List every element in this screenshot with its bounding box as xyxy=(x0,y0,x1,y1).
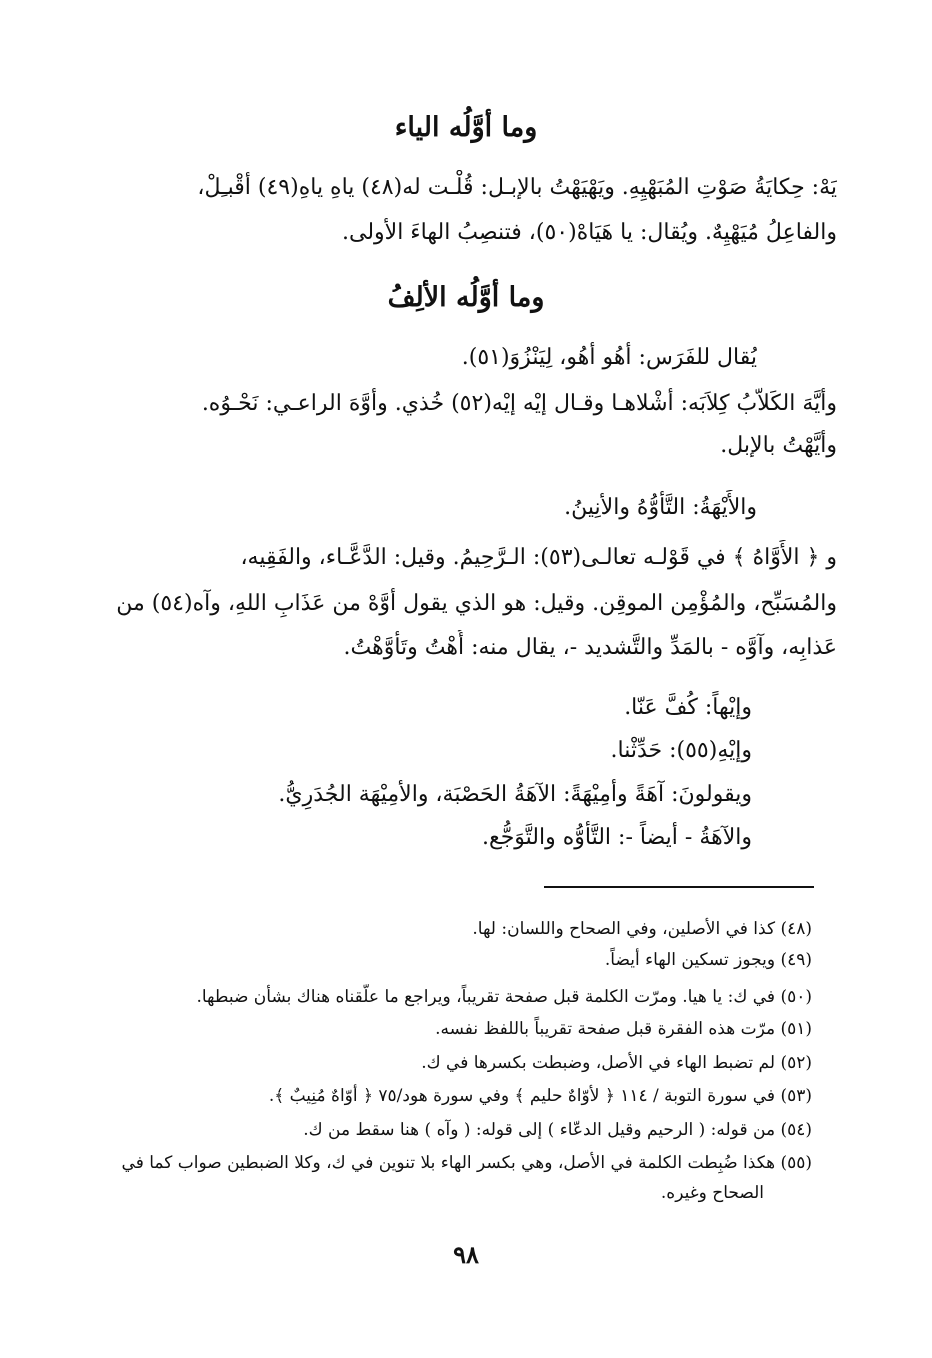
text-line: والآهَةُ - أيضاً -: التَّأوُّه والتَّوَجُّع. xyxy=(482,825,752,850)
footnote: (٤٩) ويجوز تسكين الهاء أيضاً. xyxy=(604,950,812,970)
page-number: ٩٨ xyxy=(453,1240,479,1269)
footnote: (٥٥) هكذا ضُبِطت الكلمة في الأصل، وهي بكسر الهاء بلا تنوين في ك، وكلا الضبطين صواب كما في xyxy=(121,1153,812,1173)
footnote: (٥١) مرّت هذه الفقرة قبل صفحة تقريباً باللفظ نفسه. xyxy=(435,1019,812,1039)
section-heading-alif: وما أوَّلُه الألِفُ xyxy=(387,282,545,313)
text-line: ويقولونَ: آهَةً وأمِيْهَةً: الآهَةُ الحَصْبَة، والأمِيْهَة الجُدَرِيُّ. xyxy=(278,782,752,807)
text-line: عَذابِه، وآوَّه - بالمَدِّ والتَّشديد -، يقال منه: أُهْتُ وتَأوَّهْتُ. xyxy=(343,635,837,660)
footnote: (٤٨) كذا في الأصلين، وفي الصحاح واللسان: لها. xyxy=(472,919,812,939)
text-line: وإيْهاً: كُفَّ عَنّا. xyxy=(624,695,752,720)
footnote: (٥٠) في ك: يا هيا. ومرّت الكلمة قبل صفحة تقريباً، ويراجع ما علّقناه هناك بشأن ضبطها. xyxy=(196,987,812,1007)
text-line: والأَيْهَةُ: التَّأوُّهُ والأنِينُ. xyxy=(564,495,757,520)
footnote-divider xyxy=(544,886,814,888)
section-heading-ya: وما أوَّلُه الياء xyxy=(394,112,538,143)
footnote-continuation: الصحاح وغيره. xyxy=(660,1183,764,1203)
text-line: وإيْهِ(٥٥): حَدِّثْنا. xyxy=(610,738,752,763)
text-line: يُقال للفَرَس: أهُو أهُو، لِيَنْزُوَ(٥١). xyxy=(461,345,757,370)
text-line: يَهْ: حِكايَةُ صَوْتِ المُبَهْيِهِ. ويَهْيَهْتُ بالإبـل: قُلْـت له(٤٨) ياهِ ياهِ(٤٩) أقْبـِلْ، xyxy=(197,175,837,200)
text-line: والمُسَبِّح، والمُؤْمِن الموقِن. وقيل: هو الذي يقول أوَّهْ من عَذَابِ اللهِ، وآه(٥٤) من xyxy=(116,591,837,616)
footnote: (٥٣) في سورة التوبة / ١١٤ ﴿ لأوّاهٌ حليم ﴾ وفي سورة هود/٧٥ ﴿ أوّاهٌ مُنِيبٌ ﴾. xyxy=(268,1086,812,1106)
text-line: و ﴿ الأَوَّاهُ ﴾ في قَوْلـه تعالـى(٥٣): الـرَّحِيمُ. وقيل: الدَّعَّـاء، والفَقِيه، xyxy=(240,545,837,570)
text-line: وأيَّهْتُ بالإبل. xyxy=(720,433,837,458)
text-line: وأيَّهَ الكَلاّبُ كِلاَبَه: أشْلاهـا وقـال إيْه إيْه(٥٢) خُذي. وأوَّهَ الراعـي: نَحْـوُه. xyxy=(201,391,837,416)
footnote: (٥٢) لم تضبط الهاء في الأصل، وضبطت بكسرها في ك. xyxy=(421,1053,812,1073)
text-line: والفاعِلُ مُيَهْيِهٌ. ويُقال: يا هَيَاهْ(٥٠)، فتنصِبُ الهاءَ الأولى. xyxy=(342,220,837,245)
footnote: (٥٤) من قوله: ( الرحيم وقيل الدعّاء ) إلى قوله: ( وآه ) هنا سقط من ك. xyxy=(303,1120,812,1140)
